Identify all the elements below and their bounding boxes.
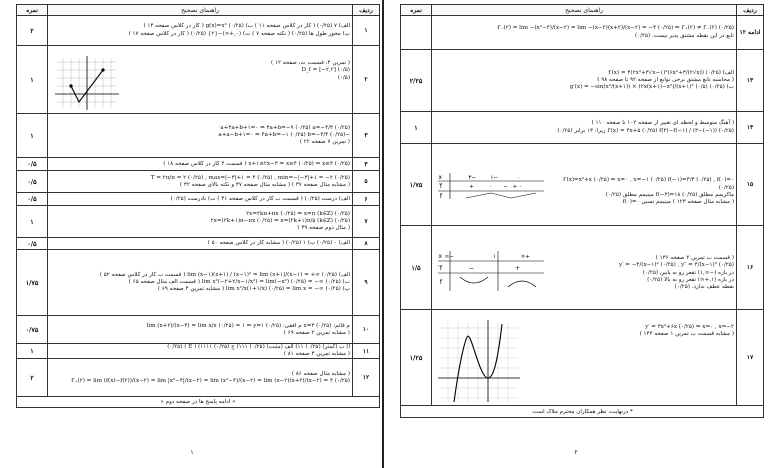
- sign-table-figure: [436, 171, 546, 201]
- svg-text:x: x: [438, 253, 442, 261]
- svg-text:۱: ۱: [493, 254, 496, 261]
- table-row: [17, 114, 380, 158]
- closing-note: * درنهایت، نظر همکاران محترم ملاک است.: [401, 406, 764, 418]
- row-answer: الف) ۰ (۰/۲۵) ب) ۱ (۰/۲۵) ( مشابه کار در کلاس صفحه ۵۰ ): [48, 238, 353, 250]
- row-score: ۱: [17, 206, 48, 238]
- row-answer: [432, 310, 737, 406]
- row-answer: الف) f′(x) = ۴(۲x³+۳√x−۱)³(۶x²+۳/(۲√x)) (۰/۲۵) ( محاسبه تابع مشتق برخی توابع از صفحه ۹۲ تا صفحه ۹۸ ) ب) g′(x) = −sin(x²/(x+۱)) × (۲x(x+۱)−x²)/(x+۱)² (۰/۵) (۰/۲۵): [432, 50, 737, 112]
- row-number: ۷: [353, 206, 380, 238]
- answer-table-page-1: [16, 4, 380, 408]
- row-number: ۱۰: [353, 316, 380, 344]
- cubic-graph-figure: [436, 318, 522, 404]
- table-row: [17, 344, 380, 359]
- row-score: ۰/۷۵: [17, 316, 48, 344]
- row-number: ۱۷: [737, 310, 764, 406]
- svg-text:−∞: −∞: [444, 254, 454, 261]
- table-row: [17, 193, 380, 206]
- row-answer: الف) lim (x−۱)(x+۱) / (x−۱)² = lim (x+۱)/(x−۱) = +∞ (۰/۲۵) ( قسمت ب کار در کلاس صفحه ۵۲ ) ب) lim x²(−۲+۲/x−۱/x²) = lim(−x²) (۰/۲۵) = −∞ (۰/۲۵) ( قسمت الف مثال صفحه ۶۵ ) پ) lim x²/x(۱+۱/x) (۰/۲۵) = lim x = −∞ (۰/۲۵) ( مشابه تمرین ۴ صفحه ۶۹ ): [48, 250, 353, 316]
- header-score: نمره: [401, 5, 432, 16]
- row-score: ۰/۵: [17, 238, 48, 250]
- table-row: [401, 16, 764, 50]
- row-score: ۱: [17, 344, 48, 359]
- row-number: ۴: [353, 158, 380, 171]
- row-score: [401, 16, 432, 50]
- row-score: ۰/۵: [17, 171, 48, 193]
- answer-table-page-2: [400, 4, 764, 418]
- table-row: [17, 158, 380, 171]
- table-row: [17, 250, 380, 316]
- table-row: [401, 310, 764, 406]
- svg-text:۰ +: ۰ +: [512, 184, 522, 191]
- table-row: [401, 226, 764, 310]
- table-row: [17, 46, 380, 114]
- table-row: [17, 171, 380, 193]
- page-number: ۲: [574, 449, 578, 456]
- svg-text:−۱: −۱: [490, 175, 498, 182]
- row-score: ۱: [17, 46, 48, 114]
- header-row: ردیف: [737, 5, 764, 16]
- row-number: ۶: [353, 193, 380, 206]
- svg-text:x: x: [438, 174, 442, 182]
- row-number: ۱: [353, 16, 380, 46]
- function-graph-figure: [52, 54, 122, 112]
- row-number: ادامه ۱۲: [737, 16, 764, 50]
- svg-text:f: f: [439, 193, 442, 201]
- svg-text:f′: f′: [438, 183, 442, 191]
- table-row: [401, 50, 764, 112]
- answer-page-2: [386, 2, 766, 464]
- continue-note: « ادامه پاسخ ها در صفحه دوم »: [17, 397, 380, 408]
- row-answer: T = ۲π/π = ۲ (۰/۲۵) , max=|−۳|+۱ = ۴ (۰/۲۵) , min=−|−۳|+۱ = −۲ (۰/۲۵) ( مشابه مثال صفحه ۳۷ ) ( مشابه مثال صفحه ۳۷ و نکته بالای صفحه ۳۲ ): [48, 171, 353, 193]
- row-number: ۱۴: [737, 112, 764, 144]
- row-number: ۹: [353, 250, 380, 316]
- concavity-table-figure: [436, 249, 546, 293]
- row-score: ۱: [401, 112, 432, 144]
- row-score: ۱/۵: [401, 226, 432, 310]
- table-row: [17, 206, 380, 238]
- answer-page-1: [2, 2, 382, 464]
- row-number: ۲: [353, 46, 380, 114]
- row-answer-text: y′ = ۳x²+۶x (۰/۲۵) ⇒ x=۰ , x=−۲ ( مشابه قسمت ب تمرین ۱ صفحه ۱۴۴ ): [639, 324, 734, 338]
- row-score: ۱/۷۵: [401, 144, 432, 226]
- row-number: ۱۱: [353, 344, 380, 359]
- row-score: ۱/۲۵: [401, 310, 432, 406]
- svg-text:−۳: −۳: [468, 175, 476, 182]
- page-divider: [382, 0, 384, 468]
- row-number: ۱۳: [737, 50, 764, 112]
- row-answer: [432, 144, 737, 226]
- row-number: ۱۵: [737, 144, 764, 226]
- header-score: نمره: [17, 5, 48, 16]
- table-row: [401, 112, 764, 144]
- row-answer: م قائم: x=۳ (۰/۲۵) م افقی: lim (x+۲)/(x−۳) = lim x/x (۰/۲۵) = ۱ ⇒ y=۱ (۰/۲۵) ( مشابه تمرین ۲ صفحه ۶۹ ): [48, 316, 353, 344]
- row-score: ۲: [17, 16, 48, 46]
- row-score: ۱: [17, 114, 48, 158]
- table-row: [17, 316, 380, 344]
- row-score: ۰/۵: [17, 158, 48, 171]
- page-number: ۱: [190, 449, 194, 456]
- closing-note-row: [401, 406, 764, 418]
- row-answer-text: ( تمرین ۴، قسمت ث، صفحه ۱۲ ) D_f = [−۲,۲] (۰/۵) (۰/۵): [270, 60, 350, 81]
- svg-text:+: +: [469, 184, 474, 191]
- row-answer: ا) ب (کمتر) (۰/۲۵) ۱۱) الف (مثبت) (۰/۲۵) ۱۱۱) ج (۰/۲۵) ۱۱۱۱) ( E ) (۰/۲۵) ( مشابه تمرین ۳ صفحه ۸۱ ): [48, 344, 353, 359]
- row-answer: a+۴a+b+۱=۰ ⇒ ۴a+b=−۹ (۰/۲۵) a=−۴/۳ (۰/۲۵) −a+a−b+۱=۰ ⇒ ۴a+b=−۱ (۰/۲۵) b=−۳/۴ (۰/۲۵) ( تمرین ۷ صفحه ۲۲ ): [48, 114, 353, 158]
- row-number: ۱۶: [737, 226, 764, 310]
- row-answer-text: ( قسمت ب تمرین ۲ صفحه ۱۳۶ ) y′ = −۴/(x−۱)² (۰/۲۵) , y″ = ۴/(x−۱)³ (۰/۲۵) در بازه (−∞,۱) تقعر رو به پایین (۰/۲۵) در بازه (۱,+∞) تقعر رو به بالا (۰/۲۵) نقطه عطف ندارد. (۰/۲۵): [619, 255, 734, 290]
- row-answer: ( آهنگ متوسط و لحظه ای تغییر از صفحه ۱۰۲ تا صفحه ۱۱۰ ) f′(x) = ۴x+۵ (۰/۲۵) f(۳)−f(−۱) / (۳−(−۱)) (۰/۲۵) زیرا: ۱۳ برابر (۰/۲۵): [432, 112, 737, 144]
- row-answer-text: f′(x)=x²+x (۰/۲۵) ⇒ x=۰ , x=−۱ (۰/۲۵) f(−۱)=۴/۳ (۰/۲۵) , f(۰)=۰ (۰/۲۵) ماکزیمم مطلق f(−۳)=۱۸ (۰/۲۵) مینیمم مطلق (۰/۲۵) ( مشابه مثال صفحه ۱۲۳ ) مینیمم نسبی f(۰)=۰: [563, 177, 734, 205]
- row-answer: x+۱≤۲x−۳ ⇒ x≥۴ (۰/۲۵) ⇒ x≥۴ (۰/۲۵) ( قسمت ۴ کار در کلاس صفحه ۱۸ ): [48, 158, 353, 171]
- table-row: [17, 238, 380, 250]
- row-number: ۳: [353, 114, 380, 158]
- header-title: راهنمای تصحیح: [432, 5, 737, 16]
- row-score: ۲/۲۵: [401, 50, 432, 112]
- row-score: ۲: [17, 359, 48, 397]
- table-header: [401, 5, 764, 16]
- row-number: ۸: [353, 238, 380, 250]
- table-row: [401, 144, 764, 226]
- svg-text:+∞: +∞: [520, 254, 530, 261]
- header-row: ردیف: [353, 5, 380, 16]
- row-number: ۱۲: [353, 359, 380, 397]
- continue-note-row: [17, 397, 380, 408]
- row-score: ۱/۷۵: [17, 250, 48, 316]
- svg-text:۰: ۰: [517, 175, 520, 182]
- table-header: [17, 5, 380, 16]
- svg-text:f: f: [439, 279, 442, 287]
- row-score: ۰/۵: [17, 193, 48, 206]
- row-answer: ۲x=۲kπ+πx (۰/۲۵) ⇒ x=π (k∈Z) (۰/۲۵) ۲x=(۲k+۱)π−πx (۰/۲۵) ⇒ x=(۲k+۱)π/۵ (k∈Z) (۰/۲۵) ( مثال دوم صفحه ۳۹ ): [48, 206, 353, 238]
- svg-text:+: +: [514, 265, 520, 273]
- svg-text:−: −: [468, 265, 474, 273]
- row-answer: [432, 226, 737, 310]
- svg-text:−: −: [503, 184, 508, 191]
- table-row: [17, 359, 380, 397]
- table-row: [17, 16, 380, 46]
- row-answer: الف) ۷ (۰/۲۵) ( کار در کلاس صفحه ۱۱ ) ب) g(x)=x² (۰/۲۵) ( کار در کلاس صفحه ۱۴ ) پ) محور طول ها (۰/۲۵) ( نکته صفحه ۷ ) ت) (۰,+∞)−{۲} (۰/۲۵) ( کار در کلاس صفحه ۱۷ ): [48, 16, 353, 46]
- row-answer: f′₋(۲) = lim −(x²−۴)/(x−۲) = lim −(x−۲)(x+۲)/(x−۲) = −۴ (۰/۲۵) ⇒ f′₊(۲) ≠ f′₋(۲) (۰/۲۵) تابع در این نقطه مشتق پذیر نیست. (۰/۲۵): [432, 16, 737, 50]
- svg-text:f″: f″: [437, 265, 442, 273]
- row-answer: الف) درست (۰/۲۵) ( قسمت ب کار در کلاس صفحه ۳۱ ) ب) نادرست (۰/۲۵): [48, 193, 353, 206]
- row-number: ۵: [353, 171, 380, 193]
- header-title: راهنمای تصحیح: [48, 5, 353, 16]
- svg-text:۰: ۰: [489, 184, 492, 191]
- row-answer: ( مشابه مثال صفحه ۸۶ ) f′₊(۲) = lim (f(x)−f(۲))/(x−۲) = lim |x²−۴|/(x−۲) = lim (x²−۴)/(x−۲) = lim (x−۲)(x+۲)/(x−۲) = ۴ (۰/۲۵): [48, 359, 353, 397]
- row-answer: [48, 46, 353, 114]
